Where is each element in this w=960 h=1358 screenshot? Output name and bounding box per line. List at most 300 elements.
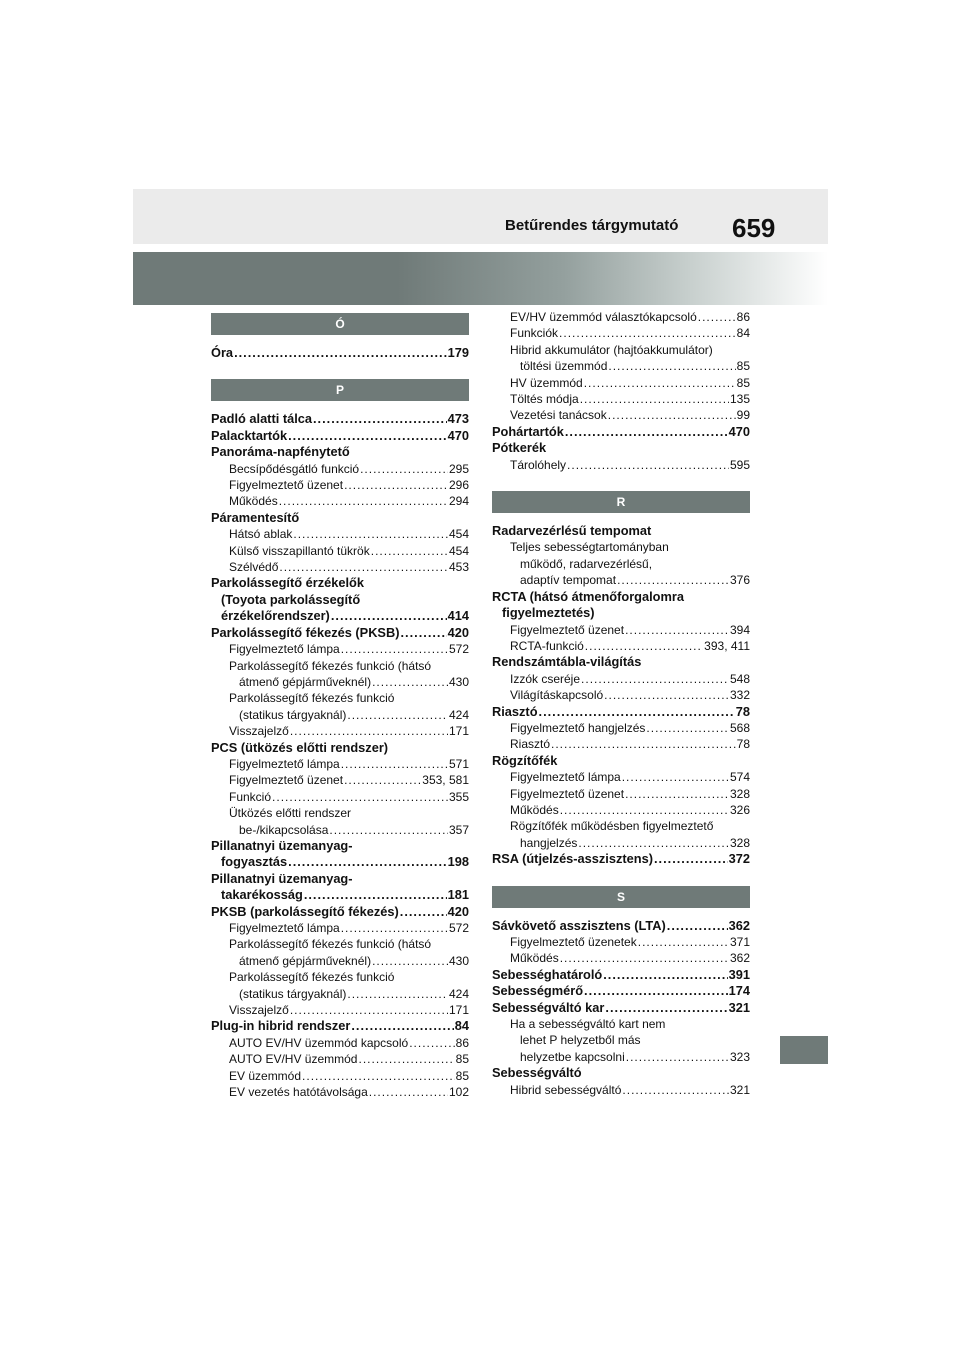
entry-text: RCTA-funkció	[510, 638, 584, 653]
entry-text: AUTO EV/HV üzemmód	[229, 1052, 358, 1067]
index-subentry	[211, 559, 469, 575]
entry-text: EV üzemmód	[229, 1068, 302, 1083]
leader-dots	[578, 835, 729, 851]
entry-text: adaptív tempomat	[520, 573, 617, 588]
section-gap	[211, 361, 469, 379]
index-column-right	[492, 309, 750, 1098]
decorative-banner	[133, 252, 828, 305]
page-reference: 362	[728, 917, 750, 933]
index-subentry	[492, 687, 750, 703]
index-entry	[211, 871, 469, 887]
entry-text: Ha a sebességváltó kart nem	[510, 1017, 666, 1032]
index-subentry	[211, 674, 469, 690]
entry-text: Töltés módja	[510, 392, 579, 407]
index-subentry	[211, 822, 469, 838]
page-reference: 414	[447, 608, 469, 624]
leader-dots	[625, 786, 729, 802]
entry-text: érzékelőrendszer)	[221, 608, 330, 624]
entry-text: Radarvezérlésű tempomat	[492, 523, 652, 539]
leader-dots	[560, 802, 729, 818]
index-subentry	[211, 1068, 469, 1084]
leader-dots	[400, 904, 447, 920]
entry-text: Rögzítőfék működésben figyelmeztető	[510, 819, 714, 834]
page-reference: 572	[448, 921, 469, 935]
section-gap	[492, 868, 750, 886]
entry-text: helyzetbe kapcsolni	[520, 1049, 625, 1064]
index-subentry	[492, 407, 750, 423]
index-subentry	[211, 707, 469, 723]
index-entry	[211, 854, 469, 870]
index-subentry	[492, 720, 750, 736]
index-subentry	[492, 786, 750, 802]
entry-text: Palacktartók	[211, 427, 288, 443]
index-subentry	[211, 756, 469, 772]
page-reference: 85	[455, 1052, 469, 1067]
index-entry	[492, 523, 750, 539]
leader-dots	[272, 789, 448, 805]
index-subentry	[211, 920, 469, 936]
index-entry	[492, 440, 750, 456]
thumb-index-tab	[780, 1036, 828, 1064]
leader-dots	[341, 641, 448, 657]
index-subentry	[492, 1032, 750, 1048]
leader-dots	[626, 1049, 729, 1065]
leader-dots	[288, 428, 447, 444]
leader-dots	[351, 1018, 453, 1034]
index-entry	[211, 411, 469, 427]
page-reference: 470	[728, 423, 750, 439]
entry-text: Pillanatnyi üzemanyag-	[211, 870, 353, 886]
entry-text: Parkolássegítő fékezés funkció	[229, 691, 395, 706]
page-reference: 391	[728, 966, 750, 982]
leader-dots	[313, 411, 447, 427]
leader-dots	[341, 756, 448, 772]
page-reference: 394	[729, 622, 750, 637]
entry-text: Figyelmeztető üzenet	[229, 773, 344, 788]
leader-dots	[638, 934, 729, 950]
index-subentry	[211, 461, 469, 477]
entry-text: Visszajelző	[229, 724, 289, 739]
index-subentry	[211, 526, 469, 542]
index-entry	[211, 510, 469, 526]
page-reference: 78	[735, 703, 750, 719]
entry-text: Figyelmeztető üzenet	[229, 478, 344, 493]
entry-text: PCS (ütközés előtti rendszer)	[211, 739, 389, 755]
page-reference: 328	[729, 786, 750, 801]
entry-text: Működés	[510, 802, 559, 817]
leader-dots	[400, 625, 446, 641]
index-subentry	[492, 572, 750, 588]
section-letter-bar: P	[211, 379, 469, 401]
entry-text: átmenő gépjárműveknél)	[239, 953, 372, 968]
leader-dots	[603, 967, 727, 983]
index-subentry	[492, 358, 750, 374]
page-reference: 296	[448, 478, 469, 493]
page-reference: 353, 581	[422, 773, 469, 788]
index-subentry	[492, 1082, 750, 1098]
leader-dots	[329, 822, 448, 838]
section-gap	[211, 401, 469, 411]
index-subentry	[492, 622, 750, 638]
page-reference: 179	[447, 345, 469, 360]
page-reference: 86	[455, 1035, 469, 1050]
page-reference: 85	[736, 359, 750, 374]
entry-text: Figyelmeztető üzenetek	[510, 935, 637, 949]
leader-dots	[617, 572, 729, 588]
leader-dots	[605, 1000, 727, 1016]
leader-dots	[551, 736, 736, 752]
index-entry	[492, 753, 750, 769]
leader-dots	[288, 854, 447, 870]
index-subentry	[492, 638, 750, 654]
entry-text: RCTA (hátsó átmenőforgalomra	[492, 588, 684, 604]
index-subentry	[492, 1049, 750, 1065]
entry-text: HV üzemmód	[510, 375, 583, 390]
index-subentry	[211, 789, 469, 805]
leader-dots	[560, 950, 729, 966]
page-reference: 420	[447, 903, 469, 919]
entry-text: Vezetési tanácsok	[510, 408, 607, 423]
page-reference: 198	[447, 854, 469, 870]
page-reference: 85	[736, 375, 750, 390]
page-reference: 99	[736, 408, 750, 423]
page-reference: 473	[447, 411, 469, 427]
entry-text: Rendszámtábla-világítás	[492, 654, 642, 670]
index-subentry	[211, 1035, 469, 1051]
leader-dots	[234, 345, 447, 361]
index-entry	[211, 444, 469, 460]
leader-dots	[358, 1051, 454, 1067]
entry-text: Funkció	[229, 789, 272, 804]
index-entry	[211, 625, 469, 641]
leader-dots	[290, 723, 448, 739]
page-reference: 595	[729, 457, 750, 472]
leader-dots	[604, 687, 729, 703]
entry-text: Izzók cseréje	[510, 671, 581, 686]
entry-text: Figyelmeztető lámpa	[229, 756, 340, 771]
index-subentry	[492, 671, 750, 687]
index-entry	[492, 967, 750, 983]
page-reference: 574	[729, 770, 750, 785]
index-subentry	[492, 325, 750, 341]
index-subentry	[211, 805, 469, 821]
index-subentry	[492, 802, 750, 818]
leader-dots	[608, 358, 735, 374]
page-reference: 371	[729, 935, 750, 949]
leader-dots	[360, 461, 448, 477]
entry-text: lehet P helyzetből más	[520, 1033, 641, 1048]
index-entry	[211, 575, 469, 591]
entry-text: Hátsó ablak	[229, 527, 293, 542]
entry-text: AUTO EV/HV üzemmód kapcsoló	[229, 1035, 409, 1050]
index-subentry	[211, 953, 469, 969]
leader-dots	[409, 1035, 454, 1051]
entry-text: Sebességváltó kar	[492, 999, 605, 1015]
index-subentry	[492, 736, 750, 752]
leader-dots	[580, 391, 729, 407]
page-reference: 548	[729, 671, 750, 686]
entry-text: Funkciók	[510, 326, 559, 341]
entry-text: Visszajelző	[229, 1003, 289, 1018]
leader-dots	[667, 918, 728, 934]
entry-text: Teljes sebességtartományban	[510, 540, 669, 555]
leader-dots	[608, 407, 736, 423]
index-entry	[492, 605, 750, 621]
leader-dots	[559, 325, 736, 341]
page-reference: 326	[729, 802, 750, 817]
index-subentry	[492, 375, 750, 391]
leader-dots	[347, 707, 448, 723]
index-entry	[211, 740, 469, 756]
entry-text: PKSB (parkolássegítő fékezés)	[211, 903, 399, 919]
page-reference: 430	[448, 674, 469, 689]
entry-text: Riasztó	[510, 737, 551, 752]
index-subentry	[492, 769, 750, 785]
entry-text: figyelmeztetés)	[502, 605, 595, 621]
section-letter-bar: R	[492, 491, 750, 513]
entry-text: Rögzítőfék	[492, 752, 558, 768]
entry-text: Sávkövető asszisztens (LTA)	[492, 917, 666, 933]
index-subentry	[211, 658, 469, 674]
page-reference: 470	[447, 427, 469, 443]
index-entry	[492, 918, 750, 934]
index-entry	[211, 838, 469, 854]
index-entry	[211, 592, 469, 608]
index-entry	[492, 851, 750, 867]
leader-dots	[646, 720, 729, 736]
index-subentry	[492, 934, 750, 950]
page-reference: 135	[729, 392, 750, 407]
index-subentry	[492, 1016, 750, 1032]
page-reference: 78	[736, 737, 750, 752]
entry-text: takarékosság	[221, 887, 303, 903]
header-bar	[133, 189, 828, 244]
entry-text: (statikus tárgyaknál)	[239, 986, 347, 1001]
leader-dots	[290, 1002, 448, 1018]
page-reference: 568	[729, 720, 750, 735]
entry-text: Parkolássegítő fékezés funkció (hátsó	[229, 937, 432, 952]
index-subentry	[211, 493, 469, 509]
leader-dots	[622, 1082, 729, 1098]
index-subentry	[211, 723, 469, 739]
index-subentry	[492, 309, 750, 325]
entry-text: Tárolóhely	[510, 457, 567, 472]
section-gap	[211, 335, 469, 345]
page-reference: 171	[448, 724, 469, 739]
entry-text: Parkolássegítő fékezés funkció (hátsó	[229, 658, 432, 673]
entry-text: működő, radarvezérlésű,	[520, 556, 653, 571]
entry-text: Ütközés előtti rendszer	[229, 806, 352, 821]
page-reference: 84	[736, 326, 750, 341]
entry-text: fogyasztás	[221, 854, 288, 870]
entry-text: Figyelmeztető üzenet	[510, 622, 625, 637]
section-gap	[492, 908, 750, 918]
entry-text: Óra	[211, 345, 234, 360]
index-entry	[492, 983, 750, 999]
page-reference: 572	[448, 642, 469, 657]
index-subentry	[211, 986, 469, 1002]
leader-dots	[369, 1084, 448, 1100]
leader-dots	[293, 526, 448, 542]
page-reference: 102	[448, 1085, 469, 1100]
entry-text: Figyelmeztető lámpa	[229, 921, 340, 935]
page-reference: 321	[729, 1082, 750, 1097]
index-subentry	[211, 1051, 469, 1067]
page-reference: 424	[448, 986, 469, 1001]
page-reference: 571	[448, 756, 469, 771]
index-subentry	[211, 936, 469, 952]
entry-text: Külső visszapillantó tükrök	[229, 543, 370, 558]
entry-text: Parkolássegítő fékezés (PKSB)	[211, 624, 400, 640]
page-reference: 86	[736, 310, 750, 324]
leader-dots	[622, 769, 729, 785]
entry-text: Sebességváltó	[492, 1065, 582, 1081]
entry-text: Parkolássegítő fékezés funkció	[229, 970, 395, 985]
section-letter-bar: S	[492, 886, 750, 908]
page-reference: 171	[448, 1003, 469, 1018]
page-reference: 453	[448, 560, 469, 575]
entry-text: RSA (útjelzés-asszisztens)	[492, 851, 653, 867]
leader-dots	[279, 493, 448, 509]
leader-dots	[539, 704, 735, 720]
page-reference: 84	[454, 1018, 469, 1034]
page-reference: 430	[448, 953, 469, 968]
entry-text: Parkolássegítő érzékelők	[211, 575, 364, 591]
page-reference: 323	[729, 1049, 750, 1064]
entry-text: EV/HV üzemmód választókapcsoló	[510, 310, 697, 324]
index-subentry	[211, 477, 469, 493]
index-column-left	[211, 313, 469, 1100]
leader-dots	[625, 622, 729, 638]
leader-dots	[584, 375, 736, 391]
page-reference: 454	[448, 527, 469, 542]
entry-text: Szélvédő	[229, 560, 279, 575]
page-reference: 454	[448, 543, 469, 558]
entry-text: Padló alatti tálca	[211, 411, 312, 427]
entry-text: Panoráma-napfénytető	[211, 444, 350, 460]
page-title: Betűrendes tárgymutató	[505, 217, 679, 234]
entry-text: Működés	[510, 951, 559, 966]
page-reference: 181	[447, 887, 469, 903]
page-reference: 174	[728, 983, 750, 999]
page-number: 659	[732, 213, 776, 243]
index-entry	[492, 1000, 750, 1016]
leader-dots	[585, 638, 703, 654]
section-gap	[492, 473, 750, 491]
leader-dots	[279, 559, 448, 575]
leader-dots	[344, 772, 421, 788]
index-subentry	[211, 969, 469, 985]
entry-text: Sebességhatároló	[492, 966, 603, 982]
entry-text: EV vezetés hatótávolsága	[229, 1085, 368, 1100]
entry-text: (Toyota parkolássegítő	[221, 591, 361, 607]
entry-text: hangjelzés	[520, 835, 578, 850]
section-gap	[492, 513, 750, 523]
entry-text: Működés	[229, 494, 278, 509]
index-entry	[211, 904, 469, 920]
index-subentry	[492, 950, 750, 966]
leader-dots	[302, 1068, 455, 1084]
entry-text: Plug-in hibrid rendszer	[211, 1018, 351, 1034]
entry-text: Riasztó	[492, 703, 538, 719]
leader-dots	[565, 424, 728, 440]
index-subentry	[211, 1084, 469, 1100]
entry-text: Páramentesítő	[211, 509, 300, 525]
leader-dots	[341, 920, 448, 936]
entry-text: Hibrid akkumulátor (hajtóakkumulátor)	[510, 342, 713, 357]
index-subentry	[211, 690, 469, 706]
page-reference: 332	[729, 688, 750, 703]
index-entry	[492, 654, 750, 670]
entry-text: Hibrid sebességváltó	[510, 1082, 622, 1097]
entry-text: Pótkerék	[492, 440, 547, 456]
leader-dots	[331, 608, 447, 624]
leader-dots	[347, 986, 448, 1002]
index-entry	[492, 704, 750, 720]
index-entry	[211, 887, 469, 903]
entry-text: Figyelmeztető üzenet	[510, 786, 625, 801]
index-entry	[492, 589, 750, 605]
entry-text: (statikus tárgyaknál)	[239, 707, 347, 722]
page-reference: 294	[448, 494, 469, 509]
page-reference: 393, 411	[704, 638, 750, 653]
leader-dots	[698, 309, 736, 325]
index-subentry	[492, 457, 750, 473]
entry-text: Sebességmérő	[492, 983, 584, 999]
section-letter-bar: Ó	[211, 313, 469, 335]
page-reference: 372	[728, 851, 750, 867]
leader-dots	[567, 457, 729, 473]
entry-text: Pillanatnyi üzemanyag-	[211, 837, 353, 853]
leader-dots	[371, 543, 448, 559]
index-subentry	[211, 641, 469, 657]
index-entry	[211, 428, 469, 444]
index-subentry	[492, 391, 750, 407]
page-reference: 355	[448, 789, 469, 804]
index-entry	[492, 1065, 750, 1081]
index-entry	[211, 345, 469, 361]
leader-dots	[304, 887, 447, 903]
entry-text: Figyelmeztető hangjelzés	[510, 720, 646, 735]
leader-dots	[344, 477, 448, 493]
page-reference: 321	[728, 999, 750, 1015]
leader-dots	[372, 953, 448, 969]
leader-dots	[584, 983, 728, 999]
index-subentry	[211, 543, 469, 559]
index-subentry	[492, 342, 750, 358]
entry-text: töltési üzemmód	[520, 359, 608, 374]
page-reference: 85	[455, 1068, 469, 1083]
entry-text: átmenő gépjárműveknél)	[239, 674, 372, 689]
index-subentry	[492, 818, 750, 834]
entry-text: be-/kikapcsolása	[239, 822, 329, 837]
index-subentry	[492, 835, 750, 851]
index-subentry	[211, 1002, 469, 1018]
entry-text: Becsípődésgátló funkció	[229, 461, 360, 476]
index-subentry	[211, 772, 469, 788]
index-subentry	[492, 556, 750, 572]
entry-text: Figyelmeztető lámpa	[229, 642, 340, 657]
leader-dots	[372, 674, 448, 690]
leader-dots	[654, 851, 728, 867]
entry-text: Világításkapcsoló	[510, 688, 604, 703]
index-subentry	[492, 539, 750, 555]
leader-dots	[581, 671, 729, 687]
page-reference: 328	[729, 835, 750, 850]
page-reference: 376	[729, 573, 750, 588]
page-reference: 420	[447, 624, 469, 640]
entry-text: Pohártartók	[492, 423, 564, 439]
